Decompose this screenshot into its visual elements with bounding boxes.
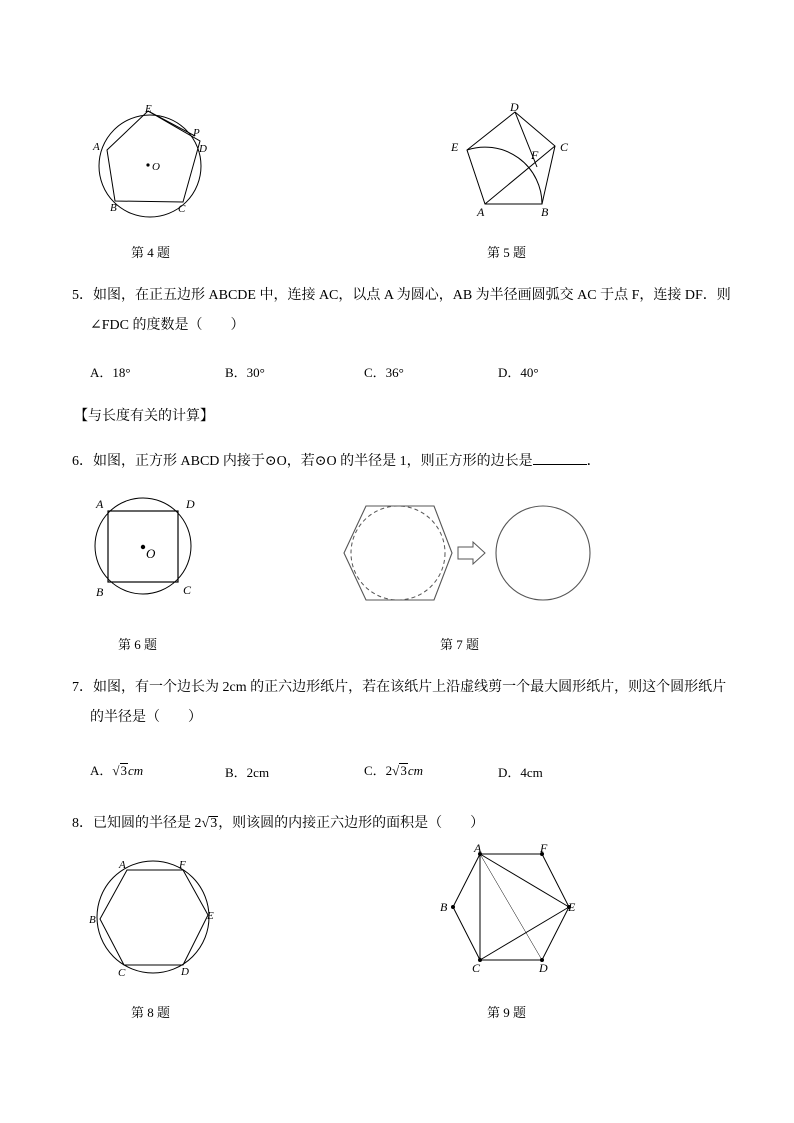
fig6-label-d: D [186, 497, 195, 511]
section-title: 【与长度有关的计算】 [74, 409, 214, 424]
q7-option-a [90, 760, 143, 779]
answer-blank [533, 450, 587, 465]
question-8-text: 8．已知圆的半径是 2 [72, 816, 202, 831]
fig8-caption: 第 8 题 [131, 1005, 171, 1020]
q7-option-a-radicand: 3 [120, 763, 128, 778]
question-5-line1: 5．如图，在正五边形 ABCDE 中，连接 AC，以点 A 为圆心，AB 为半径画圆弧交 AC 于点 F，连接 DF．则 [72, 288, 731, 303]
q7-option-c-radicand: 3 [400, 763, 407, 778]
sqrt-icon: √ [112, 763, 120, 778]
fig8-label-f: F [179, 859, 186, 871]
fig4-label-a: A [93, 141, 100, 153]
q7-option-b: B．2cm [225, 765, 270, 780]
figure-6 [88, 492, 203, 602]
fig9-label-c: C [472, 961, 481, 975]
fig6-label-b: B [96, 585, 104, 599]
question-7-line2: 的半径是（ ） [90, 710, 202, 725]
fig4-label-e: E [145, 103, 152, 115]
fig8-label-c: C [118, 967, 126, 979]
sqrt-icon: √ [201, 816, 210, 831]
figure-9 [436, 838, 586, 980]
q7-option-c-unit: cm [407, 763, 423, 778]
fig8-label-e: E [207, 910, 214, 922]
q5-option-a: A．18° [90, 365, 131, 380]
fig9-label-b: B [440, 900, 448, 914]
fig6-label-c: C [183, 583, 192, 597]
fig9-label-e: E [568, 900, 576, 914]
q5-option-c: C．36° [364, 365, 404, 380]
figure-8 [86, 855, 226, 985]
q7-option-d: D．4cm [498, 765, 543, 780]
fig5-caption: 第 5 题 [487, 245, 527, 260]
fig8-label-d: D [181, 966, 189, 978]
fig4-caption: 第 4 题 [131, 245, 171, 260]
figure-5 [445, 98, 585, 223]
q7-option-c [364, 760, 423, 779]
fig5-label-b: B [541, 205, 549, 219]
fig5-label-f: F [531, 148, 539, 162]
fig7-caption: 第 7 题 [440, 637, 480, 652]
fig9-label-a: A [474, 841, 482, 855]
question-8-radicand: 3 [210, 816, 218, 831]
fig4-label-b: B [110, 202, 117, 214]
fig4-label-o: O [152, 161, 160, 173]
fig5-label-a: A [477, 205, 485, 219]
figure-4 [85, 98, 215, 223]
fig6-caption: 第 6 题 [118, 637, 158, 652]
sqrt-icon: √ [392, 763, 400, 778]
question-6-text: 6．如图，正方形 ABCD 内接于⊙O，若⊙O 的半径是 1，则正方形的边长是 [72, 454, 533, 469]
fig6-label-o: O [146, 546, 156, 561]
fig4-label-d: D [199, 143, 207, 155]
fig5-label-d: D [510, 100, 519, 114]
fig9-caption: 第 9 题 [487, 1005, 527, 1020]
fig6-label-a: A [96, 497, 104, 511]
figure-7 [336, 498, 596, 610]
question-5-line2: ∠FDC 的度数是（ ） [90, 318, 245, 333]
question-7-line1: 7．如图，有一个边长为 2cm 的正六边形纸片，若在该纸片上沿虚线剪一个最大圆形纸片，则这个圆形纸片 [72, 680, 727, 695]
q5-option-d: D．40° [498, 365, 539, 380]
q7-option-a-unit: cm [128, 763, 144, 778]
question-8 [72, 814, 484, 834]
fig5-label-c: C [560, 140, 569, 154]
question-8-text-end: ，则该圆的内接正六边形的面积是（ ） [218, 816, 485, 831]
fig9-label-f: F [540, 841, 548, 855]
question-6-end: ． [586, 454, 601, 469]
fig4-label-p: P [193, 127, 200, 139]
fig8-label-b: B [89, 914, 96, 926]
fig5-label-e: E [451, 140, 459, 154]
q7-option-c-label: C．2 [364, 763, 393, 778]
question-6 [72, 450, 601, 472]
fig8-label-a: A [119, 859, 126, 871]
q7-option-a-label: A． [90, 763, 113, 778]
q5-option-b: B．30° [225, 365, 265, 380]
fig9-label-d: D [539, 961, 548, 975]
fig4-label-c: C [178, 203, 186, 215]
